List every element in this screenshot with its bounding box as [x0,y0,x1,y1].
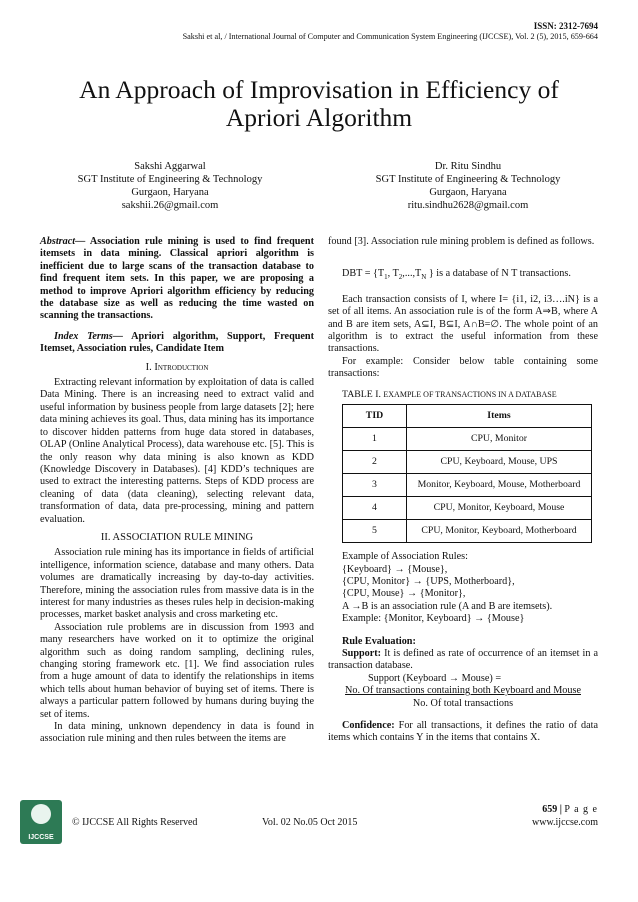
transaction-paragraph: Each transaction consists of I, where I= {i1, i2, i3….iN} is a set of all items. An association rule is of the form A⇒B, where A and B are item sets, A⊆I, B⊆I, A∩B=∅. The whole point of an algorithm is to extract the useful information from these transactions. [328,293,598,355]
index-terms-label: Index Terms— [54,330,123,342]
transactions-table [342,404,592,543]
definition-paragraph: found [3]. Association rule mining problem is defined as follows. [328,236,595,247]
author-2 [338,160,598,212]
rule-item: {CPU, Monitor} → {UPS, Motherboard}, [342,575,515,587]
rule-item: A →B is an association rule (A and B are itemsets). [342,600,553,612]
volume-info: Vol. 02 No.05 Oct 2015 [262,817,358,828]
title-line-2: Apriori Algorithm [225,103,413,132]
support-formula: Support (Keyboard → Mouse) = [368,672,502,684]
logo-text: IJCCSE [28,834,54,841]
globe-icon [31,804,51,824]
assoc-paragraph-1: Association rule mining has its importance in fields of artificial intelligence, information science, database and many others. Data volumes are dramatically increasing by day-to-day activities. Therefore, mining the association rules from massive data is in the interest for many industries as theses rules help in decision-making processes, market basket analysis and cross marketing etc. [40,547,314,621]
table-row: 5 CPU, Monitor, Keyboard, Motherboard [343,520,592,543]
author-1 [40,160,300,212]
author-email[interactable]: ritu.sindhu2628@gmail.com [407,200,529,211]
copyright: © IJCCSE All Rights Reserved [72,817,198,828]
support-numerator: No. Of transactions containing both Keyboard and Mouse [345,685,581,697]
right-column [328,236,598,745]
rules-intro: Example of Association Rules: [342,551,468,563]
section-2-heading: II. ASSOCIATION RULE MINING [100,531,254,543]
abstract-label: Abstract— [40,236,86,247]
abstract [40,236,314,323]
table-row: 1 CPU, Monitor [343,428,592,451]
website-link[interactable]: www.ijccse.com [532,817,598,828]
table-header-items: Items [407,405,592,428]
journal-citation: Sakshi et al, / International Journal of Computer and Communication System Engineering (IJCCSE), Vol. 2 (5), 2015, 659-664 [182,32,598,41]
table-caption-text: EXAMPLE OF TRANSACTIONS IN A DATABASE [383,389,557,399]
section-1-title: Introduction [154,361,209,373]
page-number: 659 | P a g e [542,804,598,815]
index-terms-text: Apriori algorithm, Support, Frequent Itemset, Association rules, Candidate Item [40,330,314,355]
abstract-text: Association rule mining is used to find frequent itemsets in data mining. Classical apriori algorithm is inefficient due to large scans of the transaction database to find frequent item sets. In this paper, we are proposing a method to improve Apriori algorithm efficiency by reducing the database size as well as reducing the time wasted on scanning the transactions. [40,236,314,322]
index-terms [40,331,314,356]
author-affiliation: SGT Institute of Engineering & Technology [375,174,561,185]
confidence-text: For all transactions, it defines the ratio of data items which contains Y in the items that contains X. [328,719,598,744]
table-caption [328,389,598,401]
rule-evaluation-heading: Rule Evaluation: [342,635,416,647]
confidence-definition [328,720,598,745]
paper-title [40,76,598,132]
table-row: 3 Monitor, Keyboard, Mouse, Motherboard [343,474,592,497]
author-name: Dr. Ritu Sindhu [434,161,502,172]
table-row: 2 CPU, Keyboard, Mouse, UPS [343,451,592,474]
assoc-paragraph-2: Association rule problems are in discussion from 1993 and many researchers have worked on it to optimize the original algorithm such as doing random sampling, declining rules, changing storing framework etc. [1]. We find association rules from a huge amount of data to identify the relationships in items which tells about human behavior of buying set of items. There is always a particular pattern followed by humans during buying the set of items. [40,621,314,720]
author-location: Gurgaon, Haryana [429,187,507,198]
assoc-paragraph-3: In data mining, unknown dependency in data is found in association rule mining and then rules between the items are [40,721,314,745]
dbt-definition: DBT = {$T_1$, $T_2,...,T_N$ } is a database of N T transactions. [342,268,571,282]
table-label: TABLE I. [342,388,384,400]
left-column [40,236,314,746]
author-name: Sakshi Aggarwal [134,161,206,172]
journal-logo [20,800,62,844]
example-intro: For example: Consider below table containing some transactions: [328,355,598,380]
table-header-tid: TID [343,405,407,428]
support-definition [328,648,598,673]
table-row: 4 CPU, Monitor, Keyboard, Mouse [343,497,592,520]
rule-item: {CPU, Mouse} → {Monitor}, [342,588,466,600]
table-header-row [343,405,592,428]
support-text: It is defined as rate of occurrence of an itemset in a transaction database. [328,647,598,672]
rule-item: {Keyboard} → {Mouse}, [342,563,448,575]
title-line-1: An Approach of Improvisation in Efficiency of [79,75,559,104]
section-1-number: I. [145,361,155,373]
rule-item: Example: {Monitor, Keyboard} → {Mouse} [342,613,525,625]
intro-paragraph: Extracting relevant information by exploitation of data is called Data Mining. There is an increasing need to extract valid and useful information by business people from large datasets [2]; here data mining achieves its goal. Thus, data mining has its importance to discover hidden patterns from huge data stored in databases, OLAP (Online Analytical Process), data warehouse etc. [5]. This is the only reason why data mining is also known as KDD (Knowledge Discovery in Databases). [4] KDD’s techniques are used to extract the interesting patterns. Steps of KDD process are cleaning of data (data cleaning), selecting relevant data, transformation of data, data pre-processing, mining and pattern evaluation. [40,377,314,525]
issn: ISSN: 2312-7694 [533,21,598,31]
confidence-label: Confidence: [342,719,395,731]
author-location: Gurgaon, Haryana [131,187,209,198]
support-label: Support: [342,647,382,659]
section-1-heading [40,362,314,374]
rules-list [328,564,598,626]
author-affiliation: SGT Institute of Engineering & Technology [77,174,263,185]
author-email[interactable]: sakshii.26@gmail.com [121,200,219,211]
support-denominator: No. Of total transactions [412,697,514,709]
